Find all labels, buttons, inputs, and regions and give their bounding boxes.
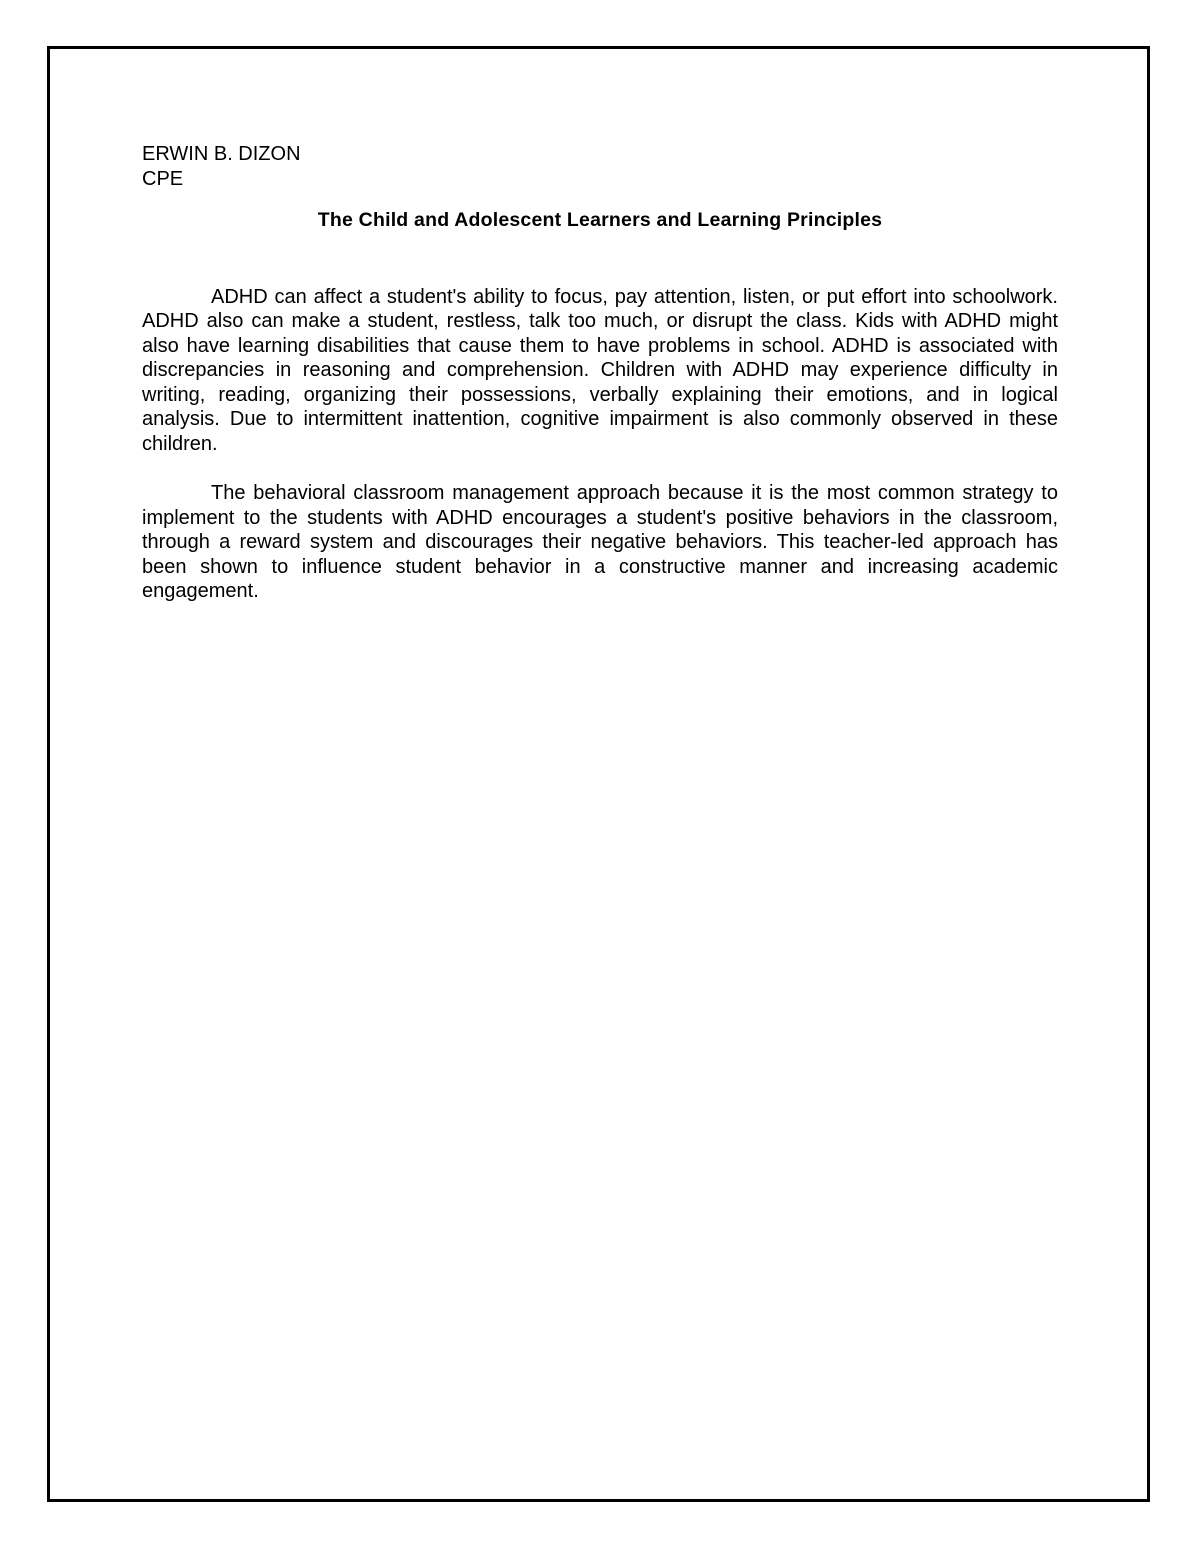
paragraph-2: The behavioral classroom management approach because it is the most common strategy to implement to the students with ADHD encourages a student's positive behaviors in the classroom, through a reward system and discourages their negative behaviors. This teacher-led approach has been shown to influence student behavior in a constructive manner and increasing academic engagement.: [142, 482, 1058, 602]
document-title: The Child and Adolescent Learners and Learning Principles: [317, 209, 883, 231]
course-name: CPE: [142, 167, 184, 190]
paragraph-1: ADHD can affect a student's ability to focus, pay attention, listen, or put effort into schoolwork. ADHD also can make a student, restless, talk too much, or disrupt the class. Kids with ADHD might also have learning disabilities that cause them to have problems in school. ADHD is associated with discrepancies in reasoning and comprehension. Children with ADHD may experience difficulty in writing, reading, organizing their possessions, verbally explaining their emotions, and in logical analysis. Due to intermittent inattention, cognitive impairment is also commonly observed in these children.: [142, 285, 1058, 455]
document-body: [142, 142, 1058, 604]
author-name: ERWIN B. DIZON: [142, 143, 301, 165]
